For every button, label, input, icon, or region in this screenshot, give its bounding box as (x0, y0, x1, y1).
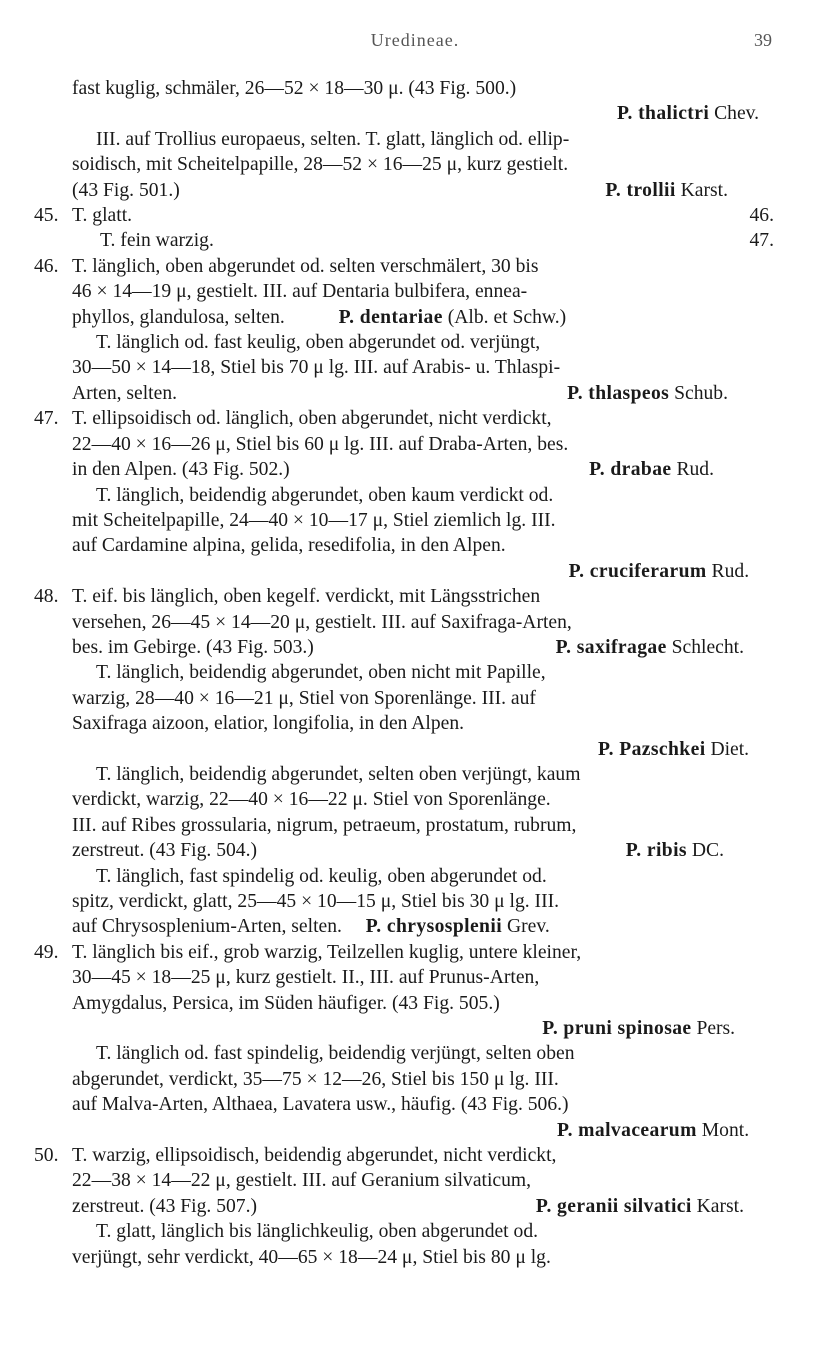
species-name: P. Pazschkei (598, 738, 706, 760)
text-line: auf Cardamine alpina, gelida, resedifolia, in den Alpen. (72, 535, 506, 557)
text-line: auf Malva-Arten, Althaea, Lavatera usw., häufig. (43 Fig. 506.) (72, 1094, 569, 1116)
text-line: abgerundet, verdickt, 35—75 × 12—26, Stiel bis 150 μ lg. III. (72, 1068, 559, 1090)
species-name: P. drabae (589, 459, 672, 481)
page-number: 39 (754, 30, 772, 50)
page-header (0, 30, 830, 60)
species-line: in den Alpen. (43 Fig. 502.) P. drabae Rud. (72, 459, 714, 481)
key-couplet-46: 46. T. länglich, oben abgerundet od. selten verschmälert, 30 bis (36, 254, 784, 279)
species-name: P. ribis (625, 840, 687, 862)
text-line: warzig, 28—40 × 16—21 μ, Stiel von Sporenlänge. III. auf (72, 687, 536, 709)
text-line: T. glatt, länglich bis länglichkeulig, oben abgerundet od. (96, 1221, 539, 1243)
author: Karst. (696, 1195, 744, 1217)
text-line: III. auf Trollius europaeus, selten. T. glatt, länglich od. ellip- (96, 128, 570, 150)
species-name: P. trollii (605, 179, 676, 201)
species-line (36, 1118, 784, 1143)
author: (Alb. et Schw.) (447, 306, 567, 328)
author: Schub. (674, 382, 728, 404)
author: Rud. (676, 459, 714, 481)
couplet-number: 46. (34, 255, 59, 277)
species-line: zerstreut. (43 Fig. 507.) P. geranii silvatici Karst. (72, 1195, 744, 1217)
text-line: Amygdalus, Persica, im Süden häufiger. (43 Fig. 505.) (72, 992, 500, 1014)
author: Schlecht. (671, 636, 744, 658)
couplet-number: 48. (34, 586, 59, 608)
species-line: phyllos, glandulosa, selten. P. dentariae (Alb. et Schw.) (72, 306, 567, 328)
species-line: auf Chrysosplenium-Arten, selten. P. chrysosplenii Grev. (72, 916, 550, 938)
species-name: P. pruni spinosae (542, 1018, 692, 1040)
text-line: verdickt, warzig, 22—40 × 16—22 μ. Stiel von Sporenlänge. (72, 789, 551, 811)
key-couplet-49: 49. T. länglich bis eif., grob warzig, Teilzellen kuglig, untere kleiner, (36, 940, 784, 965)
text-line: Saxifraga aizoon, elatior, longifolia, in den Alpen. (72, 713, 465, 735)
text-line: 30—45 × 18—25 μ, kurz gestielt. II., III. auf Prunus-Arten, (72, 967, 540, 989)
author: Grev. (506, 916, 550, 938)
species-name: P. geranii silvatici (535, 1195, 692, 1217)
text-line: III. auf Ribes grossularia, nigrum, petraeum, prostatum, rubrum, (72, 814, 577, 836)
key-couplet-47: 47. T. ellipsoidisch od. länglich, oben abgerundet, nicht verdickt, (36, 406, 784, 431)
key-couplet-45b: T. fein warzig. 47. (36, 228, 784, 253)
species-name: P. malvacearum (557, 1119, 697, 1141)
couplet-number: 49. (34, 941, 59, 963)
author: Chev. (714, 103, 760, 125)
couplet-number: 47. (34, 408, 59, 430)
text-line: 22—40 × 16—26 μ, Stiel bis 60 μ lg. III. auf Draba-Arten, bes. (72, 433, 569, 455)
lead-ref: 47. (749, 230, 774, 252)
author: DC. (691, 840, 724, 862)
author: Pers. (696, 1018, 736, 1040)
text-line: soidisch, mit Scheitelpapille, 28—52 × 16—25 μ, kurz gestielt. (72, 154, 569, 176)
text-line: T. länglich od. fast keulig, oben abgerundet od. verjüngt, (96, 332, 541, 354)
author: Diet. (710, 738, 750, 760)
species-line (36, 559, 784, 584)
text-line: fast kuglig, schmäler, 26—52 × 18—30 μ. (43 Fig. 500.) (72, 78, 517, 99)
text-line: versehen, 26—45 × 14—20 μ, gestielt. III. auf Saxifraga-Arten, (72, 611, 572, 633)
author: Rud. (711, 560, 750, 582)
text-line: 46 × 14—19 μ, gestielt. III. auf Dentaria bulbifera, ennea- (72, 281, 528, 303)
species-line: (43 Fig. 501.) P. trollii Karst. (72, 179, 728, 201)
author: Karst. (680, 179, 728, 201)
text-line: mit Scheitelpapille, 24—40 × 10—17 μ, Stiel ziemlich lg. III. (72, 509, 556, 531)
species-name: P. thalictri (616, 103, 710, 125)
species-name: P. saxifragae (555, 636, 667, 658)
lead-ref: 46. (749, 205, 774, 227)
text-line: 30—50 × 14—18, Stiel bis 70 μ lg. III. auf Arabis- u. Thlaspi- (72, 357, 561, 379)
species-name: P. chrysosplenii (365, 916, 503, 938)
species-line: Arten, selten. P. thlaspeos Schub. (72, 382, 728, 404)
author: Mont. (701, 1119, 750, 1141)
text-line: T. länglich, beidendig abgerundet, selten oben verjüngt, kaum (96, 763, 581, 785)
key-couplet-48: 48. T. eif. bis länglich, oben kegelf. verdickt, mit Längsstrichen (36, 584, 784, 609)
key-text (36, 76, 784, 1270)
species-line (36, 1016, 784, 1041)
species-name: P. dentariae (338, 306, 443, 328)
species-name: P. cruciferarum (568, 560, 707, 582)
species-name: P. thlaspeos (567, 382, 670, 404)
key-couplet-45: 45. T. glatt. 46. (36, 203, 784, 228)
species-line (36, 737, 784, 762)
key-couplet-50: 50. T. warzig, ellipsoidisch, beidendig abgerundet, nicht verdickt, (36, 1143, 784, 1168)
running-title: Uredineae. (370, 30, 460, 50)
couplet-number: 45. (34, 205, 59, 227)
text-line: spitz, verdickt, glatt, 25—45 × 10—15 μ, Stiel bis 30 μ lg. III. (72, 891, 560, 912)
species-line: bes. im Gebirge. (43 Fig. 503.) P. saxifragae Schlecht. (72, 636, 744, 658)
text-line: T. länglich, beidendig abgerundet, oben kaum verdickt od. (96, 484, 554, 506)
text-line: T. länglich, beidendig abgerundet, oben nicht mit Papille, (96, 662, 546, 684)
species-line (36, 101, 784, 126)
text-line: T. länglich, fast spindelig od. keulig, oben abgerundet od. (96, 865, 547, 887)
text-line: verjüngt, sehr verdickt, 40—65 × 18—24 μ, Stiel bis 80 μ lg. (72, 1246, 551, 1268)
couplet-number: 50. (34, 1145, 59, 1167)
text-line: 22—38 × 14—22 μ, gestielt. III. auf Geranium silvaticum, (72, 1170, 532, 1192)
species-line: zerstreut. (43 Fig. 504.) P. ribis DC. (72, 840, 724, 862)
text-line: T. länglich od. fast spindelig, beidendig verjüngt, selten oben (96, 1043, 575, 1065)
